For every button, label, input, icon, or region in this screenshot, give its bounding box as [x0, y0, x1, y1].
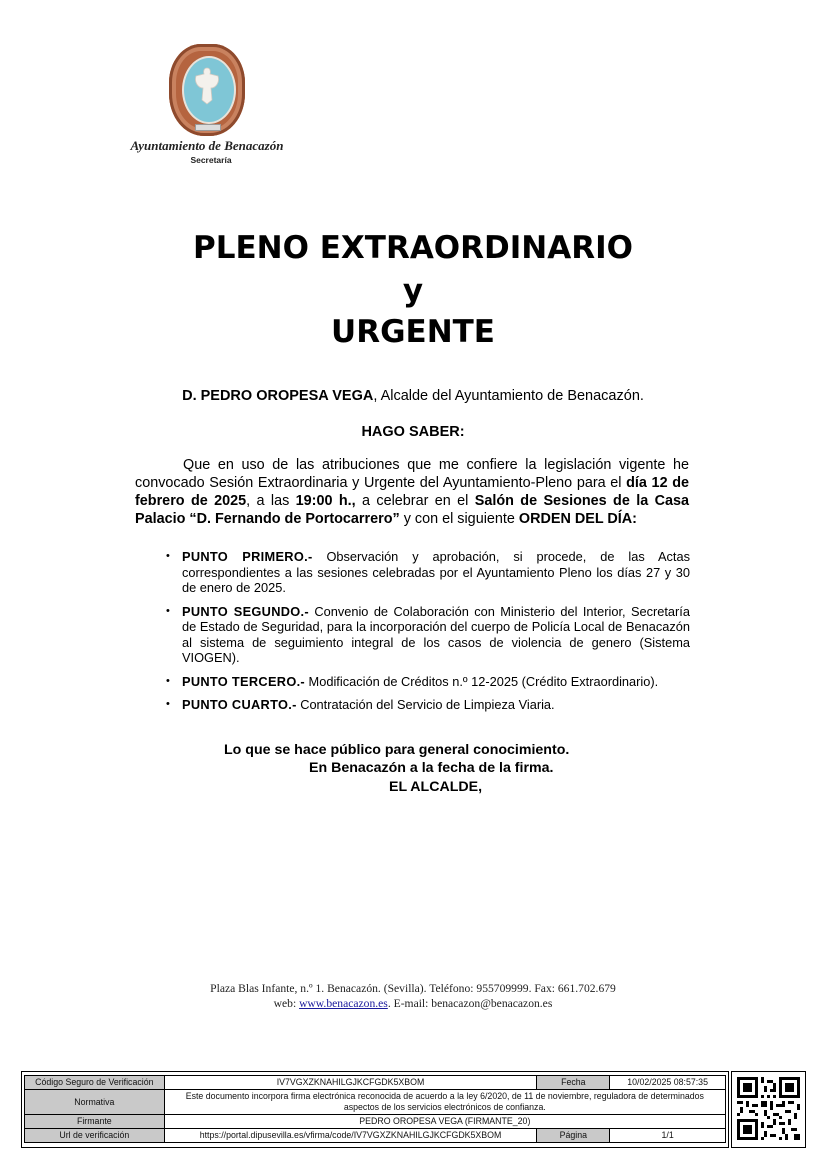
table-row	[25, 1115, 726, 1129]
fecha-value: 10/02/2025 08:57:35	[610, 1076, 726, 1090]
session-date: día 12 de febrero de 2025	[135, 475, 690, 509]
closing-place-date: En Benacazón a la fecha de la firma.	[309, 760, 554, 776]
closing-signatory: EL ALCALDE,	[389, 779, 483, 795]
org-name: Ayuntamiento de Benacazón	[130, 138, 284, 153]
contact-line: web: www.benacazon.es. E-mail: benacazon@benacazon.es	[273, 997, 553, 1010]
firmante-label: Firmante	[25, 1115, 165, 1129]
agenda-item-text: Contratación del Servicio de Limpieza Viaria.	[296, 697, 555, 712]
csv-label: Código Seguro de Verificación	[25, 1076, 165, 1090]
mayor-name: D. PEDRO OROPESA VEGA	[182, 388, 374, 404]
fecha-label: Fecha	[537, 1076, 610, 1090]
agenda-item	[166, 604, 690, 666]
session-venue: Salón de Sesiones de la Casa Palacio “D. Fernando de Portocarrero”	[135, 493, 689, 527]
email-text: . E-mail: benacazon@benacazon.es	[387, 997, 553, 1010]
session-time: 19:00 h.,	[295, 493, 356, 509]
dove-icon	[193, 66, 221, 106]
agenda-item-label: PUNTO PRIMERO.-	[182, 549, 313, 564]
agenda-item-text: Convenio de Colaboración con Ministerio del Interior, Secretaría de Estado de Seguridad, para la incorporación del cuerpo de Policía Local de Benacazón al sistema de seguimiento integral de los casos de violencia de genero (Sistema VIOGEN).	[182, 603, 690, 665]
firmante-value: PEDRO OROPESA VEGA (FIRMANTE_20)	[164, 1115, 725, 1129]
url-label: Url de verificación	[25, 1129, 165, 1143]
agenda-item-label: PUNTO TERCERO.-	[182, 673, 305, 689]
document-title: PLENO EXTRAORDINARIO	[192, 230, 633, 266]
table-row	[25, 1076, 726, 1090]
orden-del-dia-label: ORDEN DEL DÍA:	[518, 511, 637, 527]
csv-value: IV7VGXZKNAHILGJKCFGDK5XBOM	[164, 1076, 537, 1090]
pagina-value: 1/1	[610, 1129, 726, 1143]
normativa-value: Este documento incorpora firma electrónica reconocida de acuerdo a la ley 6/2020, de 11 de noviembre, reguladora de determinados aspectos de los servicios electrónicos de confianza.	[164, 1090, 725, 1115]
announcer-line	[0, 388, 826, 404]
table-row	[25, 1090, 726, 1115]
bullet-icon: •	[166, 674, 170, 687]
signature-table	[24, 1075, 726, 1143]
bullet-icon: •	[166, 604, 170, 617]
agenda-item-label: PUNTO CUARTO.-	[182, 697, 297, 712]
footer-address	[0, 981, 826, 1011]
agenda-item-label: PUNTO SEGUNDO.-	[182, 603, 309, 619]
mayor-role: , Alcalde del Ayuntamiento de Benacazón.	[373, 388, 644, 404]
document-title-conjunction: y	[402, 273, 424, 309]
letterhead	[112, 44, 302, 165]
coat-of-arms-icon	[169, 44, 245, 136]
table-row	[25, 1129, 726, 1143]
agenda-item	[166, 549, 690, 596]
website-link[interactable]: www.benacazon.es	[299, 997, 388, 1010]
agenda-item-text: Observación y aprobación, si procede, de las Actas correspondientes a las sesiones celebradas por el Ayuntamiento Pleno los días 27 y 30 de enero de 2025.	[182, 549, 690, 595]
department-name: Secretaría	[190, 155, 232, 165]
intro-paragraph: Que en uso de las atribuciones que me confiere la legislación vigente he convocado Sesión Extraordinaria y Urgente del Ayuntamiento-Pleno para el día 12 de febrero de 2025, a las 19:00 h., a celebrar en el Salón de Sesiones de la Casa Palacio “D. Fernando de Portocarrero” y con el siguiente ORDEN DEL DÍA:	[135, 457, 690, 527]
hago-saber-heading: HAGO SABER:	[361, 424, 465, 440]
address-line: Plaza Blas Infante, n.º 1. Benacazón. (Sevilla). Teléfono: 955709999. Fax: 661.702.679	[210, 982, 616, 995]
closing-public-notice: Lo que se hace público para general conocimiento.	[224, 742, 570, 758]
agenda-item-text: Modificación de Créditos n.º 12-2025 (Crédito Extraordinario).	[305, 673, 659, 689]
agenda-list	[166, 549, 690, 721]
qr-box	[731, 1071, 806, 1148]
normativa-label: Normativa	[25, 1090, 165, 1115]
document-title-urgent: URGENTE	[331, 314, 495, 350]
pagina-label: Página	[537, 1129, 610, 1143]
bullet-icon: •	[166, 550, 170, 562]
agenda-item	[166, 697, 690, 713]
qr-code-icon	[737, 1077, 800, 1140]
bullet-icon: •	[166, 698, 170, 710]
verification-url[interactable]: https://portal.dipusevilla.es/vfirma/code/IV7VGXZKNAHILGJKCFGDK5XBOM	[164, 1129, 537, 1143]
agenda-item	[166, 674, 690, 690]
